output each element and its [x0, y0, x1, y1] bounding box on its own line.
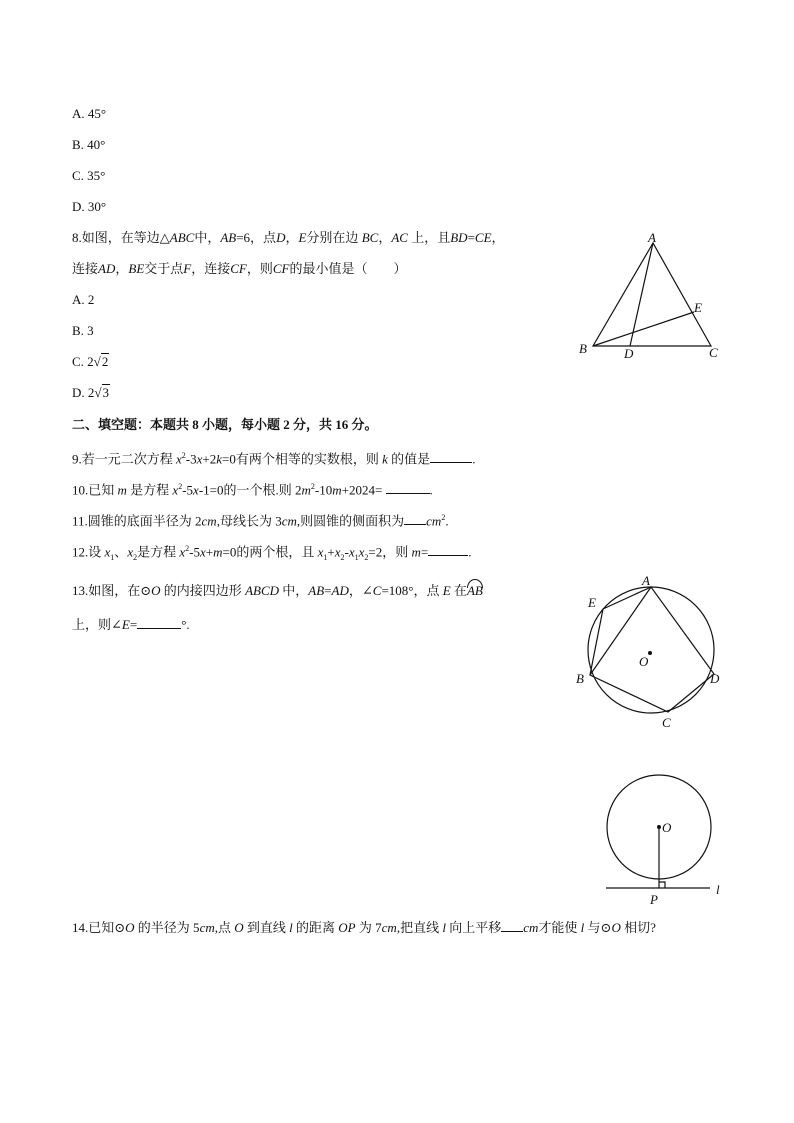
answer-blank[interactable]: [430, 450, 472, 463]
q13-stem-line2: 上，则∠E= °.: [72, 617, 190, 632]
label-E: E: [588, 595, 596, 610]
q8-triangle-figure: [572, 228, 732, 363]
q13-circle-figure: [572, 570, 732, 735]
sqrt-symbol: √3: [94, 385, 110, 400]
answer-blank[interactable]: [137, 616, 181, 629]
q7-option-d: D. 30°: [72, 199, 107, 214]
q14-stem: 14.已知⊙O 的半径为 5cm,点 O 到直线 l 的距离 OP 为 7cm,把直线 l 向上平移 cm才能使 l 与⊙O 相切?: [72, 920, 656, 935]
label-B: B: [576, 671, 584, 686]
label-O: O: [639, 654, 649, 669]
q7-option-b: B. 40°: [72, 137, 106, 152]
q11-stem: 11.圆锥的底面半径为 2cm,母线长为 3cm,则圆锥的侧面积为 $cm^2$.: [72, 513, 449, 529]
label-l: l: [716, 882, 720, 897]
q12-stem: 12.设 $x_1$、$x_2$是方程 $x^2-5x+m=0$的两个根，且 $x_1+x_2-x_1x_2=2$，则 m= .: [72, 544, 472, 562]
answer-blank[interactable]: [404, 512, 426, 525]
q13-stem-line1: 13.如图，在⊙O 的内接四边形 ABCD 中，AB=AD，∠C=108°，点 E 在AB: [72, 580, 483, 599]
q8-option-a: A. 2: [72, 292, 95, 307]
q7-option-a: A. 45°: [72, 106, 107, 121]
label-E: E: [694, 300, 702, 315]
answer-blank[interactable]: [386, 481, 430, 494]
q8-option-b: B. 3: [72, 323, 94, 338]
q8-option-c: C. 2√2: [72, 354, 109, 369]
arc-symbol: AB: [467, 580, 483, 599]
sqrt-symbol: √2: [93, 354, 109, 369]
label-A: A: [642, 573, 650, 588]
q8-stem-line1: 8.如图，在等边△ABC中，AB=6，点D，E分别在边 BC，AC 上，且BD=CE，: [72, 230, 505, 245]
label-D: D: [624, 346, 634, 361]
label-B: B: [579, 341, 587, 356]
label-O: O: [662, 820, 672, 835]
answer-blank[interactable]: [428, 543, 468, 556]
q8-stem-line2: 连接AD，BE交于点F，连接CF，则CF的最小值是（ ）: [72, 261, 407, 276]
q7-option-c: C. 35°: [72, 168, 106, 183]
label-D: D: [710, 671, 720, 686]
section-title-fill-in: 二、填空题：本题共 8 小题，每小题 2 分，共 16 分。: [72, 417, 378, 432]
q10-stem: 10.已知 m 是方程 $x^2-5x-1=0$的一个根.则 $2m^2-10m+2024=$ .: [72, 482, 433, 498]
answer-blank[interactable]: [501, 919, 523, 932]
q14-circle-line-figure: [598, 770, 733, 910]
label-P: P: [650, 892, 658, 907]
label-C: C: [709, 345, 718, 360]
q8-option-d: D. 2√3: [72, 385, 110, 400]
q9-stem: 9.若一元二次方程 $x^2-3x+2k=0$有两个相等的实数根，则 k 的值是 .: [72, 451, 476, 467]
label-C: C: [662, 715, 671, 730]
label-A: A: [648, 230, 656, 245]
